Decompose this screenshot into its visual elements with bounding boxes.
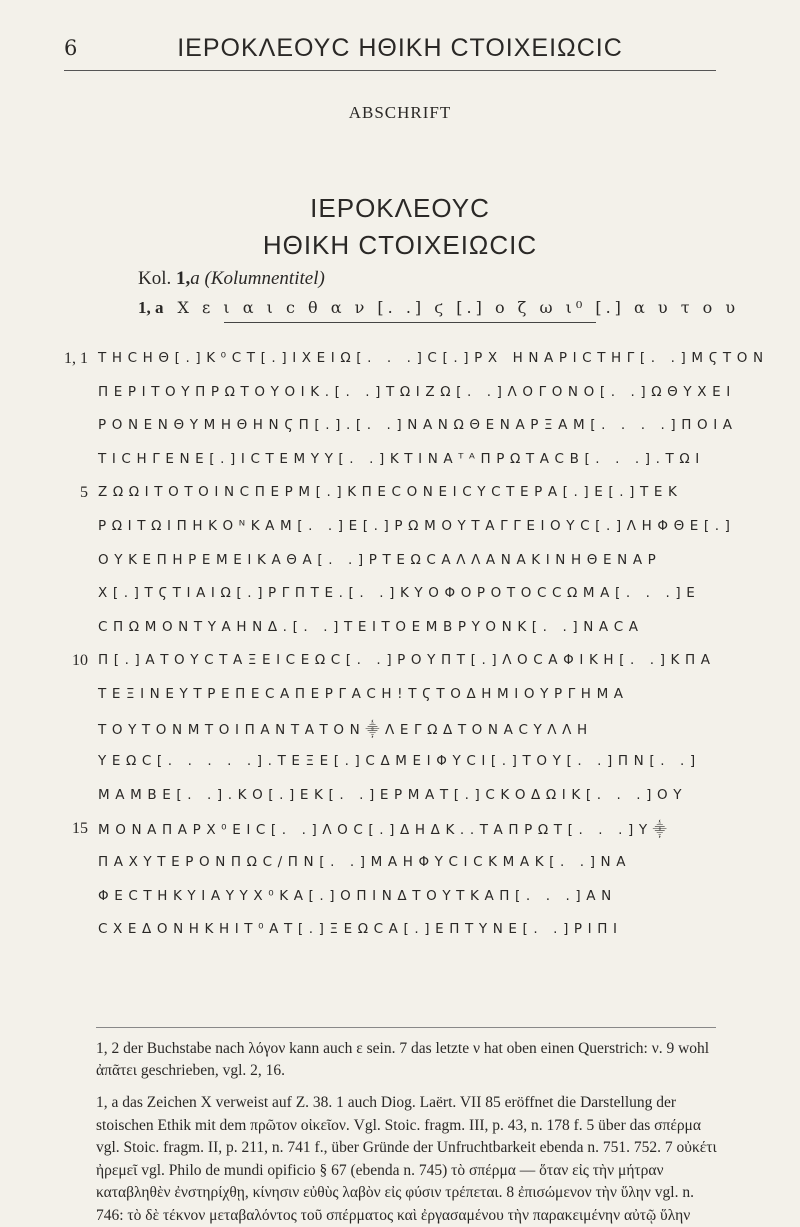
column-title-label: 1, a (138, 298, 164, 317)
kol-label: (Kolumnentitel) (204, 268, 325, 289)
line-text: ΤΟΥΤΟΝΜΤΟΙΠΑΝΤΑΤΟΝ⸎ΛΕΓΩΔΤΟΝΑCΥΛΛΗ (98, 721, 593, 738)
kol-heading (138, 268, 325, 290)
line-text: ΠΕΡΙΤΟΥΠΡΩΤΟΥΟΙΚ.[. .]ΤΩΙΖΩ[. .]ΛΟΓΟΝΟ[. .]ΩΘΥΧΕΙ (98, 383, 736, 400)
page-number: 6 (64, 36, 78, 60)
section-title: ABSCHRIFT (348, 103, 452, 122)
line-text: ΦΕCΤΗΚΥΙΑΥΥΧ⁰ΚΑ[.]ΟΠΙΝΔΤΟΥΤΚΑΠ[. . .]ΑΝ (98, 887, 617, 904)
line-text: ΟΥΚΕΠΗΡΕΜΕΙΚΑΘΑ[. .]ΡΤΕΩCΑΛΛΑΝΑΚΙΝΗΘΕΝΑΡ (98, 551, 662, 568)
column-title-text: Χ ε ι α ι c θ α ν [. .] ϛ [.] ο ζ ω ι⁰ [.] α υ τ ο υ (177, 298, 740, 317)
line-number: 10 (72, 652, 88, 670)
kol-number: 1, (176, 268, 191, 289)
line-text: ΤΙCΗΓΕΝΕ[.]ΙCΤΕΜΥΥ[. .]ΚΤΙΝΑᵀᴬΠΡΩΤΑCΒ[. . .].ΤΩΙ (98, 450, 705, 467)
kol-prefix: Kol. (138, 268, 172, 289)
line-text: ΤΕΞΙΝΕΥΤΡΕΠΕCΑΠΕΡΓΑCΗ!ΤϚΤΟΔΗΜΙΟΥΡΓΗΜΑ (98, 686, 629, 702)
column-title (138, 298, 739, 318)
line-number: 1, 1 (64, 350, 88, 367)
line-text: ΡΩΙΤΩΙΠΗΚΟᴺΚΑΜ[. .]Ε[.]ΡΩΜΟΥΤΑΓΓΕΙΟΥC[.]ΛΗΦΘΕ[.] (98, 518, 736, 534)
line-text: ΜΑΜΒΕ[. .].ΚΟ[.]ΕΚ[. .]ΕΡΜΑΤ[.]CΚΟΔΩΙΚ[. . .]ΟΥ (98, 786, 688, 803)
line-text: ΡΟΝΕΝΘΥΜΗΘΗΝϚΠ[.].[. .]ΝΑΝΩΘΕΝΑΡΞΑΜ[. . . .]ΠΟΙΑ (98, 417, 738, 434)
line-text: ΤΗCΗΘ[.]Κ⁰CΤ[.]ΙΧΕΙΩ[. . .]C[.]ΡΧ ΗΝΑΡΙCΤΗΓ[. .]ΜϚΤΟΝ (98, 350, 769, 366)
critical-apparatus: 1, 2 der Buchstabe nach λόγον kann auch ε sein. 7 das letzte ν hat oben einen Querstrich: ν. 9 wohl ἀπᾶτει geschrieben, vgl. 2, 16. (96, 1040, 710, 1079)
line-text: CΧΕΔΟΝΗΚΗΙΤ⁰ΑΤ[.]ΞΕΩCΑ[.]ΕΠΤΥΝΕ[. .]ΡΙΠΙ (98, 921, 623, 938)
work-title-line-1: ΙΕΡΟΚΛΕΟΥϹ (310, 193, 490, 223)
line-text: ΜΟΝΑΠΑΡΧ⁰ΕΙC[. .]ΛΟC[.]ΔΗΔΚ..ΤΑΠΡΩΤ[. . .]Υ⸎ (98, 822, 673, 839)
line-number: 15 (72, 820, 88, 838)
commentary-notes: 1, a das Zeichen Χ verweist auf Z. 38. 1 auch Diog. Laërt. VII 85 eröffnet die Darstellung der stoischen Ethik mit dem πρῶτον οἰκεῖον. Vgl. Stoic. fragm. III, p. 43, n. 178 f. 5 über das σπέρμα vgl. Stoic. fragm. II, p. 211, n. 741 f., über Gründe der Unfruchtbarkeit ebenda n. 751. 752. 7 οὐκέτι ἠρεμεῖ vgl. Philo de mundi opificio § 67 (ebenda n. 745) τὸ σπέρμα — ὅταν εἰς τὴν μήτραν καταβληθὲν ἐνστηρίχθῃ, κίνησιν εὐθὺς λαβὸν εἰς φύσιν τρέπεται. 8 ἐπισώμενον τὴν ὕλην vgl. n. 746: τὸ δὲ τέκνον μεταβαλόντος τοῦ σπέρματος καὶ ἐργασαμένου τὴν παρακειμένην αὐτῷ ὕλην (96, 1094, 717, 1224)
work-title-line-2: ΗΘΙΚΗ ϹΤΟΙΧΕΙΩϹΙϹ (262, 230, 538, 260)
line-text: Χ[.]ΤϚΤΙΑΙΩ[.]ΡΓΠΤΕ.[. .]ΚΥΟΦΟΡΟΤΟCCΩΜΑ[. . .]Ε (98, 585, 701, 602)
line-text: CΠΩΜΟΝΤΥΑΗΝΔ.[. .]ΤΕΙΤΟΕΜΒΡΥΟΝΚ[. .]ΝΑCΑ (98, 618, 644, 635)
running-head: ΙΕΡΟΚΛΕΟΥϹ ΗΘΙΚΗ ϹΤΟΙΧΕΙΩϹΙϹ (177, 34, 623, 62)
apparatus-rule (96, 1027, 716, 1028)
line-text: ΥΕΩC[. . . . .].ΤΕΞΕ[.]CΔΜΕΙΦΥCΙ[.]ΤΟΥ[. .]ΠΝ[. .] (98, 753, 701, 770)
line-number: 5 (80, 484, 88, 502)
line-text: ΠΑΧΥΤΕΡΟΝΠΩC∕ΠΝ[. .]ΜΑΗΦΥCΙCΚΜΑΚ[. .]ΝΑ (98, 854, 632, 870)
line-text: Π[.]ΑΤΟΥCΤΑΞΕΙCΕΩC[. .]ΡΟΥΠΤ[.]ΛΟCΑΦΙΚΗ[. .]ΚΠΑ (98, 652, 716, 669)
line-text: ΖΩΩΙΤΟΤΟΙΝCΠΕΡΜ[.]ΚΠΕCΟΝΕΙCΥCΤΕΡΑ[.]Ε[.]ΤΕΚ (98, 484, 683, 501)
column-title-rule (224, 322, 596, 323)
kol-letter: a (190, 268, 200, 289)
header-rule (64, 70, 716, 71)
